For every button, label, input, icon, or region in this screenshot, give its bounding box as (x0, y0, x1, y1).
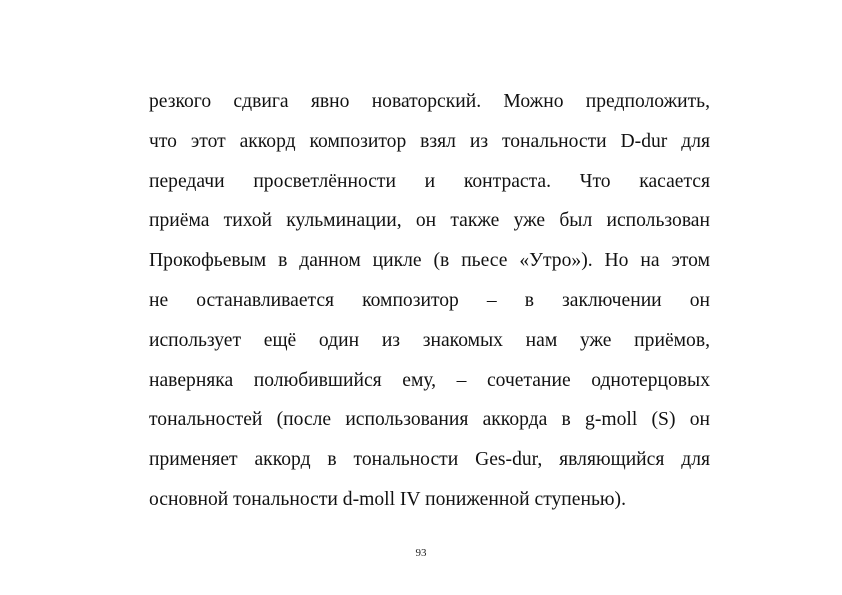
paragraph-line-11: основной тональности d-moll IV пониженной ступенью). (149, 488, 626, 510)
paragraph-line-6: не останавливается композитор – в заключении он (149, 289, 710, 311)
paragraph-line-4: приёма тихой кульминации, он также уже был использован (149, 210, 710, 232)
paragraph-line-3: передачи просветлённости и контраста. Что касается (149, 170, 710, 192)
paragraph-line-5: Прокофьевым в данном цикле (в пьесе «Утро»). Но на этом (149, 250, 710, 272)
paragraph-line-10: применяет аккорд в тональности Ges-dur, являющийся для (149, 449, 710, 471)
paragraph-line-7: использует ещё один из знакомых нам уже приёмов, (149, 329, 710, 351)
paragraph-line-1: резкого сдвига явно новаторский. Можно предположить, (149, 91, 710, 112)
paragraph-line-2: что этот аккорд композитор взял из тональности D-dur для (149, 130, 710, 152)
paragraph-line-8: наверняка полюбившийся ему, – сочетание однотерцовых (149, 369, 710, 391)
body-paragraph (149, 82, 710, 520)
page-number: 93 (415, 547, 427, 559)
paragraph-line-9: тональностей (после использования аккорда в g-moll (S) он (149, 409, 710, 431)
